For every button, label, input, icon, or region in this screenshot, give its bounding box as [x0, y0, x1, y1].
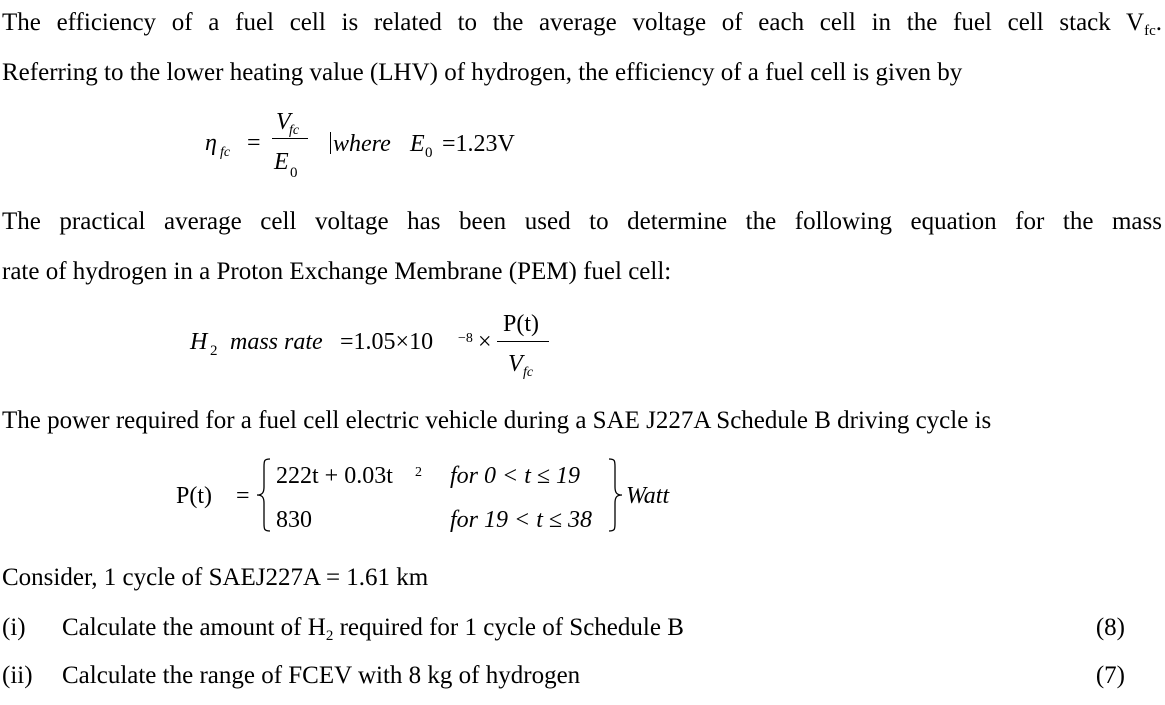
paragraph-1-line-2: Referring to the lower heating value (LHV) of hydrogen, the efficiency of a fuel cell is given by: [2, 59, 963, 86]
paragraph-1-line-1: [2, 9, 1162, 39]
eq2-denominator: V: [508, 351, 523, 377]
eq1-fraction-bar: [272, 138, 308, 139]
left-brace-icon: [254, 457, 274, 533]
eq2-h-sub: 2: [210, 343, 218, 359]
question-marks: (7): [1095, 662, 1125, 689]
eq1-denominator: E: [274, 149, 289, 175]
eq2-denominator-sub: fc: [523, 365, 534, 380]
question-text-before: Calculate the amount of H: [62, 614, 326, 641]
question-text: [62, 614, 684, 644]
eq1-eta-sub: fc: [220, 145, 231, 160]
eq3-case2-expr: 830: [276, 507, 312, 533]
eq1-numerator: V: [276, 109, 291, 135]
eq2-numerator: P(t): [503, 311, 539, 337]
eq2-coefficient: =1.05×10: [340, 329, 434, 355]
eq3-case2-condition: for 19 < t ≤ 38: [450, 507, 593, 533]
eq3-lhs: P(t): [176, 483, 212, 509]
question-marks: (8): [1095, 614, 1125, 641]
eq1-e-sub: 0: [425, 145, 433, 161]
eq1-separator: [330, 132, 331, 154]
eq3-case1-exponent: 2: [415, 465, 422, 480]
eq1-equals: =: [247, 130, 261, 156]
right-brace-icon: [605, 457, 627, 533]
question-number: (i): [2, 614, 26, 641]
question-text-subscript: 2: [325, 628, 334, 644]
paragraph-2-line-2: rate of hydrogen in a Proton Exchange Membrane (PEM) fuel cell:: [2, 258, 672, 285]
eq1-rhs: =1.23V: [442, 131, 515, 157]
paragraph-2-line-1: The practical average cell voltage has been used to determine the following equation for the mass: [2, 208, 1162, 235]
p1-line1-text: The efficiency of a fuel cell is related to the average voltage of each cell in the fuel cell stack V: [2, 9, 1145, 36]
eq3-equals: =: [236, 483, 250, 509]
question-text: [62, 663, 580, 688]
eq1-eta: η: [205, 130, 217, 156]
eq2-times: ×: [478, 329, 492, 355]
eq1-denominator-sub: 0: [290, 165, 298, 181]
eq1-numerator-sub: fc: [289, 123, 300, 138]
eq2-label: mass rate: [230, 329, 323, 355]
paragraph-3-line-1: The power required for a fuel cell electric vehicle during a SAE J227A Schedule B driving cycle is: [2, 407, 992, 434]
p1-line1-subscript: fc: [1144, 23, 1156, 39]
eq3-case1-expr: 222t + 0.03t: [276, 463, 393, 489]
eq1-where: where: [333, 131, 391, 157]
eq2-h: H: [190, 329, 208, 355]
paragraph-4-line-1: Consider, 1 cycle of SAEJ227A = 1.61 km: [2, 564, 429, 591]
eq3-case1-condition: for 0 < t ≤ 19: [450, 463, 581, 489]
eq1-e: E: [410, 131, 425, 157]
p1-line1-end: .: [1155, 9, 1162, 36]
question-number: (ii): [2, 662, 33, 689]
eq2-fraction-bar: [497, 341, 549, 342]
eq2-exponent: −8: [458, 331, 473, 346]
question-text-after: required for 1 cycle of Schedule B: [333, 614, 684, 641]
question-text-before: Calculate the range of FCEV with 8 kg of hydrogen: [62, 662, 581, 689]
eq3-unit: Watt: [626, 483, 670, 509]
